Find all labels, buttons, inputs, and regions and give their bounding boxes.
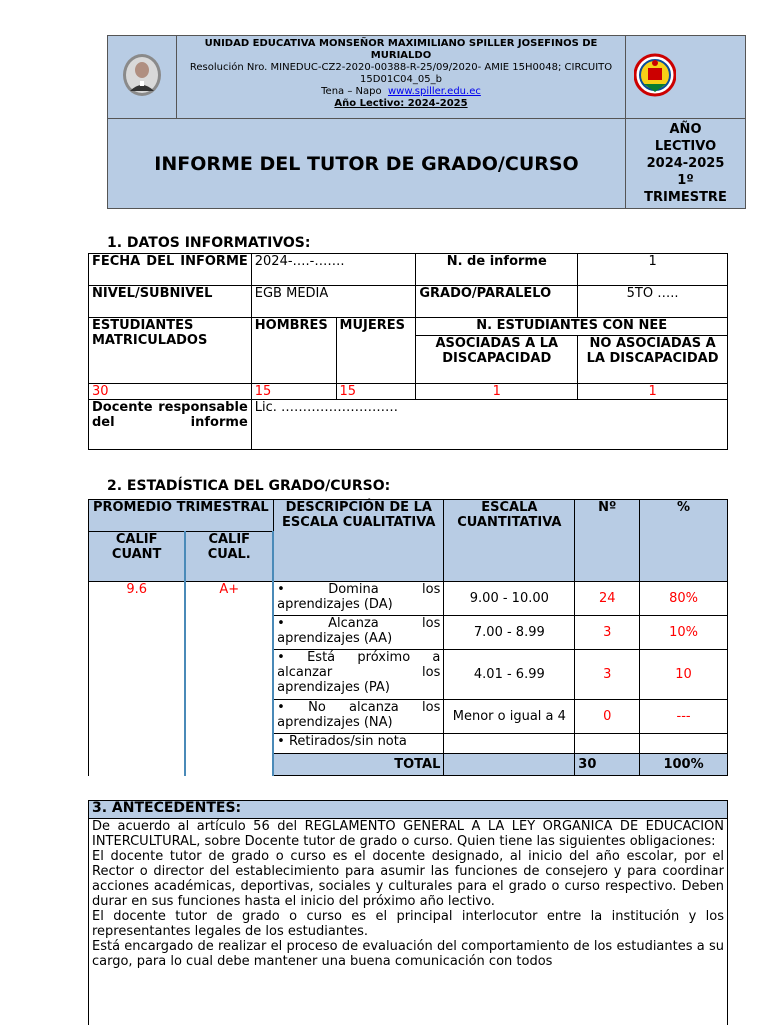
header-table <box>107 35 746 209</box>
mujeres-label: MUJERES <box>336 318 416 384</box>
no-asociadas-value: 1 <box>578 384 728 400</box>
hombres-label: HOMBRES <box>251 318 336 384</box>
total-label: TOTAL <box>273 754 444 776</box>
fecha-label: FECHA DEL INFORME <box>89 254 252 286</box>
num-header: Nº <box>575 500 640 582</box>
hombres-value: 15 <box>251 384 336 400</box>
row-desc: • Alcanza los aprendizajes (AA) <box>273 616 444 650</box>
table-row <box>89 582 728 616</box>
year-box-line: TRIMESTRE <box>626 189 745 206</box>
stats-table <box>88 499 728 776</box>
nee-label: N. ESTUDIANTES CON NEE <box>416 318 728 336</box>
row-desc: • Retirados/sin nota <box>273 734 444 754</box>
row-desc: • Domina los aprendizajes (DA) <box>273 582 444 616</box>
row-pct: --- <box>640 700 728 734</box>
antecedentes-paragraph: Está encargado de realizar el proceso de evaluación del comportamiento de los estudiantes a su cargo, para lo cual debe mantener una buena comunicación con todos <box>92 939 724 969</box>
location-line <box>180 86 622 98</box>
fecha-value: 2024-….-……. <box>251 254 416 286</box>
section-title-datos: 1. DATOS INFORMATIVOS: <box>107 235 311 251</box>
founder-portrait-icon <box>122 53 162 97</box>
asociadas-value: 1 <box>416 384 578 400</box>
section-title-estadistica: 2. ESTADÍSTICA DEL GRADO/CURSO: <box>107 478 390 494</box>
estudiantes-label: ESTUDIANTES MATRICULADOS <box>89 318 252 384</box>
escala-header: ESCALA CUANTITATIVA <box>444 500 575 582</box>
row-desc: • No alcanza los aprendizajes (NA) <box>273 700 444 734</box>
row-pct <box>640 734 728 754</box>
total-escala-empty <box>444 754 575 776</box>
antecedentes-paragraph: El docente tutor de grado o curso es el docente designado, al inicio del año escolar, por el Rector o director del establecimiento para asumir las funciones de consejero y para coordinar acciones académicas, deportivas, sociales y culturales para el grado o curso respectivo. Deben durar en sus funciones hasta el inicio del próximo año lectivo. <box>92 849 724 909</box>
total-pct: 100% <box>640 754 728 776</box>
school-year-box <box>626 119 746 209</box>
docente-value: Lic. ……………………… <box>251 400 727 450</box>
row-num: 24 <box>575 582 640 616</box>
calif-cuant-value: 9.6 <box>89 582 186 776</box>
report-title: INFORME DEL TUTOR DE GRADO/CURSO <box>108 119 626 209</box>
mujeres-value: 15 <box>336 384 416 400</box>
row-escala: Menor o igual a 4 <box>444 700 575 734</box>
school-logo-icon <box>634 52 676 98</box>
nivel-label: NIVEL/SUBNIVEL <box>89 286 252 318</box>
informe-label: N. de informe <box>416 254 578 286</box>
year-box-line: 1º <box>626 172 745 189</box>
calif-cuant-header: CALIF CUANT <box>89 532 186 582</box>
school-year-text: Año Lectivo: 2024-2025 <box>180 98 622 110</box>
row-pct: 80% <box>640 582 728 616</box>
row-pct: 10 <box>640 650 728 700</box>
total-num: 30 <box>575 754 640 776</box>
resolution-text: Resolución Nro. MINEDUC-CZ2-2020-00388-R-25/09/2020- AMIE 15H0048; CIRCUITO 15D01C04_05_b <box>180 62 622 86</box>
year-box-line: 2024-2025 <box>626 155 745 172</box>
founder-photo-cell <box>108 36 177 119</box>
docente-label: Docente responsable del informe <box>89 400 252 450</box>
row-escala: 4.01 - 6.99 <box>444 650 575 700</box>
descripcion-header: DESCRIPCIÓN DE LA ESCALA CUALITATIVA <box>273 500 444 582</box>
antecedentes-body <box>89 819 728 1025</box>
row-pct: 10% <box>640 616 728 650</box>
antecedentes-title: 3. ANTECEDENTES: <box>89 801 728 819</box>
school-name: UNIDAD EDUCATIVA MONSEÑOR MAXIMILIANO SPILLER JOSEFINOS DE MURIALDO <box>180 38 622 62</box>
antecedentes-paragraph: De acuerdo al artículo 56 del REGLAMENTO GENERAL A LA LEY ORGANICA DE EDUCACION INTERCULTURAL, sobre Docente tutor de grado o curso. Quien tiene las siguientes obligaciones: <box>92 819 724 849</box>
row-escala: 7.00 - 8.99 <box>444 616 575 650</box>
promedio-header: PROMEDIO TRIMESTRAL <box>89 500 274 532</box>
location-text: Tena – Napo <box>321 86 381 97</box>
row-num: 0 <box>575 700 640 734</box>
year-box-line: AÑO <box>626 121 745 138</box>
informe-value: 1 <box>578 254 728 286</box>
calif-cual-value: A+ <box>185 582 273 776</box>
antecedentes-table <box>88 800 728 1025</box>
nivel-value: EGB MEDIA <box>251 286 416 318</box>
row-num <box>575 734 640 754</box>
school-info-cell <box>177 36 626 119</box>
grado-value: 5TO ….. <box>578 286 728 318</box>
row-desc: • Está próximo a alcanzar los aprendizajes (PA) <box>273 650 444 700</box>
calif-cual-header: CALIF CUAL. <box>185 532 273 582</box>
logo-cell <box>626 36 746 119</box>
total-estudiantes: 30 <box>89 384 252 400</box>
row-escala <box>444 734 575 754</box>
datos-table <box>88 253 728 450</box>
website-link[interactable]: www.spiller.edu.ec <box>388 86 481 97</box>
no-asociadas-label: NO ASOCIADAS A LA DISCAPACIDAD <box>578 336 728 384</box>
row-num: 3 <box>575 650 640 700</box>
antecedentes-paragraph: El docente tutor de grado o curso es el principal interlocutor entre la institución y los representantes legales de los estudiantes. <box>92 909 724 939</box>
row-escala: 9.00 - 10.00 <box>444 582 575 616</box>
year-box-line: LECTIVO <box>626 138 745 155</box>
asociadas-label: ASOCIADAS A LA DISCAPACIDAD <box>416 336 578 384</box>
row-num: 3 <box>575 616 640 650</box>
pct-header: % <box>640 500 728 582</box>
grado-label: GRADO/PARALELO <box>416 286 578 318</box>
